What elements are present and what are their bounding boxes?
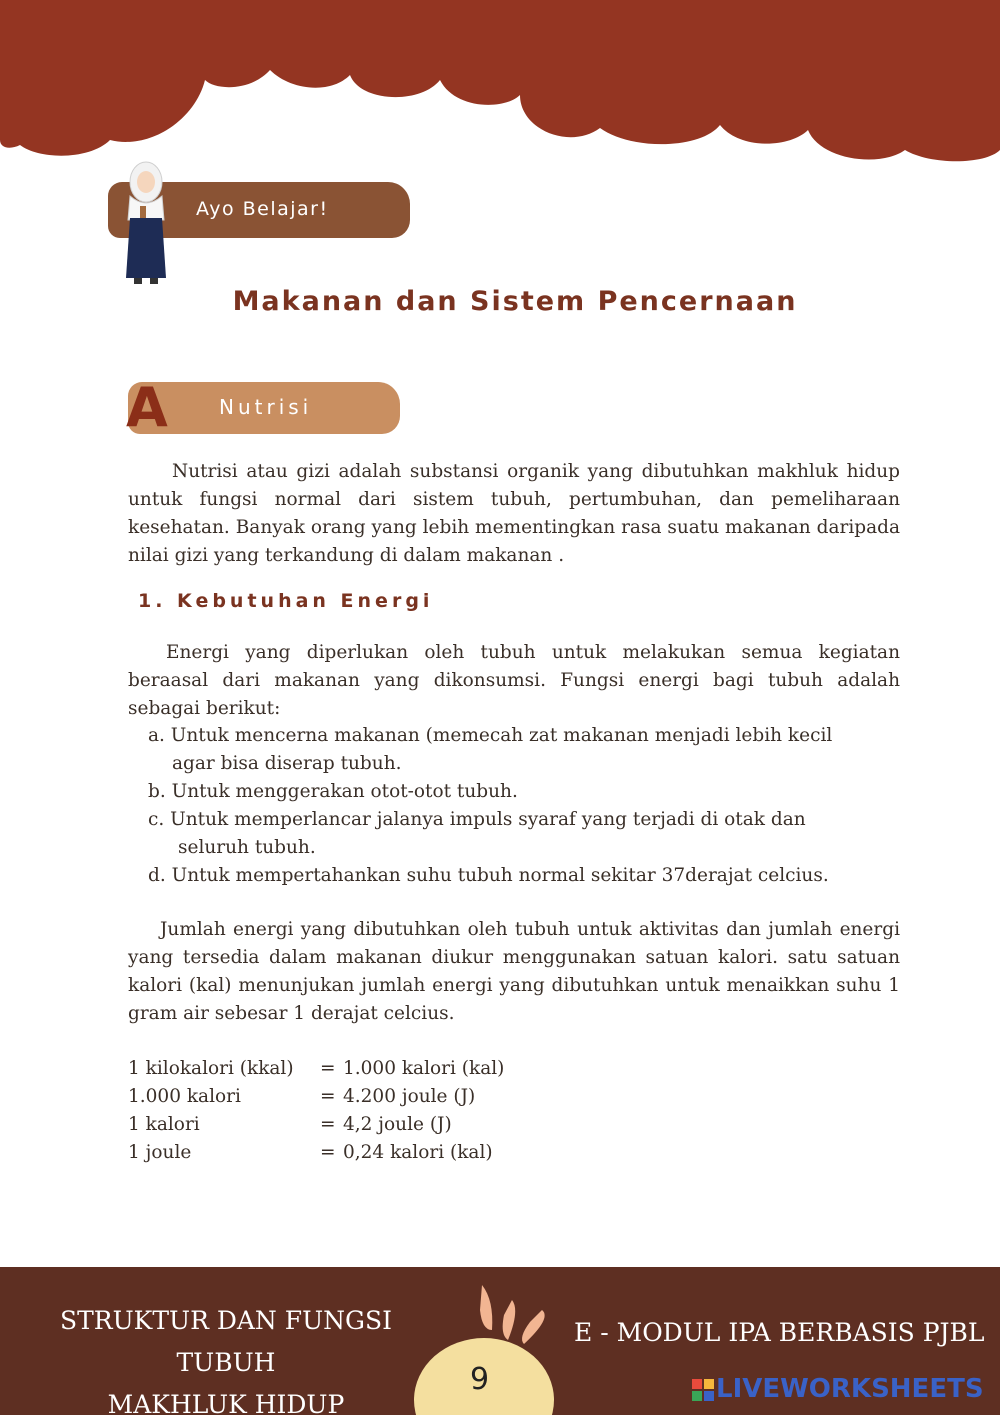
footer-chapter-line: MAKHLUK HIDUP	[107, 1390, 345, 1419]
conversion-right: 4,2 joule (J)	[343, 1114, 452, 1135]
page-title: Makanan dan Sistem Pencernaan	[232, 286, 798, 317]
list-item-line: d. Untuk mempertahankan suhu tubuh normal sekitar 37derajat celcius.	[148, 865, 829, 886]
conversion-equals: =	[320, 1142, 336, 1163]
sun-decoration	[412, 1280, 572, 1415]
footer-chapter-title	[10, 1300, 442, 1426]
liveworksheets-watermark[interactable]: LIVEWORKSHEETS	[716, 1374, 984, 1404]
conversion-left: 1 joule	[128, 1142, 192, 1163]
conversion-right: 0,24 kalori (kal)	[343, 1142, 493, 1163]
conversion-equals: =	[320, 1058, 336, 1079]
ayo-belajar-label: Ayo Belajar!	[196, 198, 329, 220]
paragraph-energi: Energi yang diperlukan oleh tubuh untuk melakukan semua kegiatan beraasal dari makanan yang dikonsumsi. Fungsi energi bagi tubuh adalah sebagai berikut:	[128, 642, 900, 719]
list-item-line: a. Untuk mencerna makanan (memecah zat makanan menjadi lebih kecil	[148, 725, 833, 746]
top-cloud-decoration	[0, 0, 1000, 170]
student-illustration	[118, 160, 174, 286]
conversion-equals: =	[320, 1114, 336, 1135]
paragraph-kalori: Jumlah energi yang dibutuhkan oleh tubuh untuk aktivitas dan jumlah energi yang tersedia dalam makanan diukur menggunakan satuan kalori. satu satuan kalori (kal) menunjukan jumlah energi yang dibutuhkan untuk menaikkan suhu 1 gram air sebesar 1 derajat celcius.	[128, 919, 900, 1024]
subheading-kebutuhan-energi: 1. Kebutuhan Energi	[138, 590, 434, 612]
page-number: 9	[470, 1362, 490, 1397]
list-item	[148, 806, 908, 862]
list-item-line: seluruh tubuh.	[178, 837, 316, 858]
conversion-equals: =	[320, 1086, 336, 1107]
section-label: Nutrisi	[219, 395, 313, 419]
list-item-line: b. Untuk menggerakan otot-otot tubuh.	[148, 781, 518, 802]
conversion-right: 4.200 joule (J)	[343, 1086, 476, 1107]
conversion-left: 1 kalori	[128, 1114, 200, 1135]
footer-chapter-line: STRUKTUR DAN FUNGSI TUBUH	[59, 1306, 393, 1377]
liveworksheets-logo-icon	[692, 1379, 714, 1401]
list-item	[148, 722, 908, 778]
list-item-line: agar bisa diserap tubuh.	[172, 753, 402, 774]
list-item-line: c. Untuk memperlancar jalanya impuls syaraf yang terjadi di otak dan	[148, 809, 806, 830]
footer-module-title: E - MODUL IPA BERBASIS PJBL	[574, 1318, 985, 1347]
list-item	[148, 862, 908, 890]
list-item	[148, 778, 908, 806]
paragraph-nutrisi: Nutrisi atau gizi adalah substansi organik yang dibutuhkan makhluk hidup untuk fungsi normal dari sistem tubuh, pertumbuhan, dan pemeliharaan kesehatan. Banyak orang yang lebih mementingkan rasa suatu makanan daripada nilai gizi yang terkandung di dalam makanan .	[128, 461, 900, 566]
section-letter: A	[126, 376, 168, 439]
conversion-left: 1 kilokalori (kkal)	[128, 1058, 294, 1079]
conversion-left: 1.000 kalori	[128, 1086, 241, 1107]
conversion-right: 1.000 kalori (kal)	[343, 1058, 505, 1079]
